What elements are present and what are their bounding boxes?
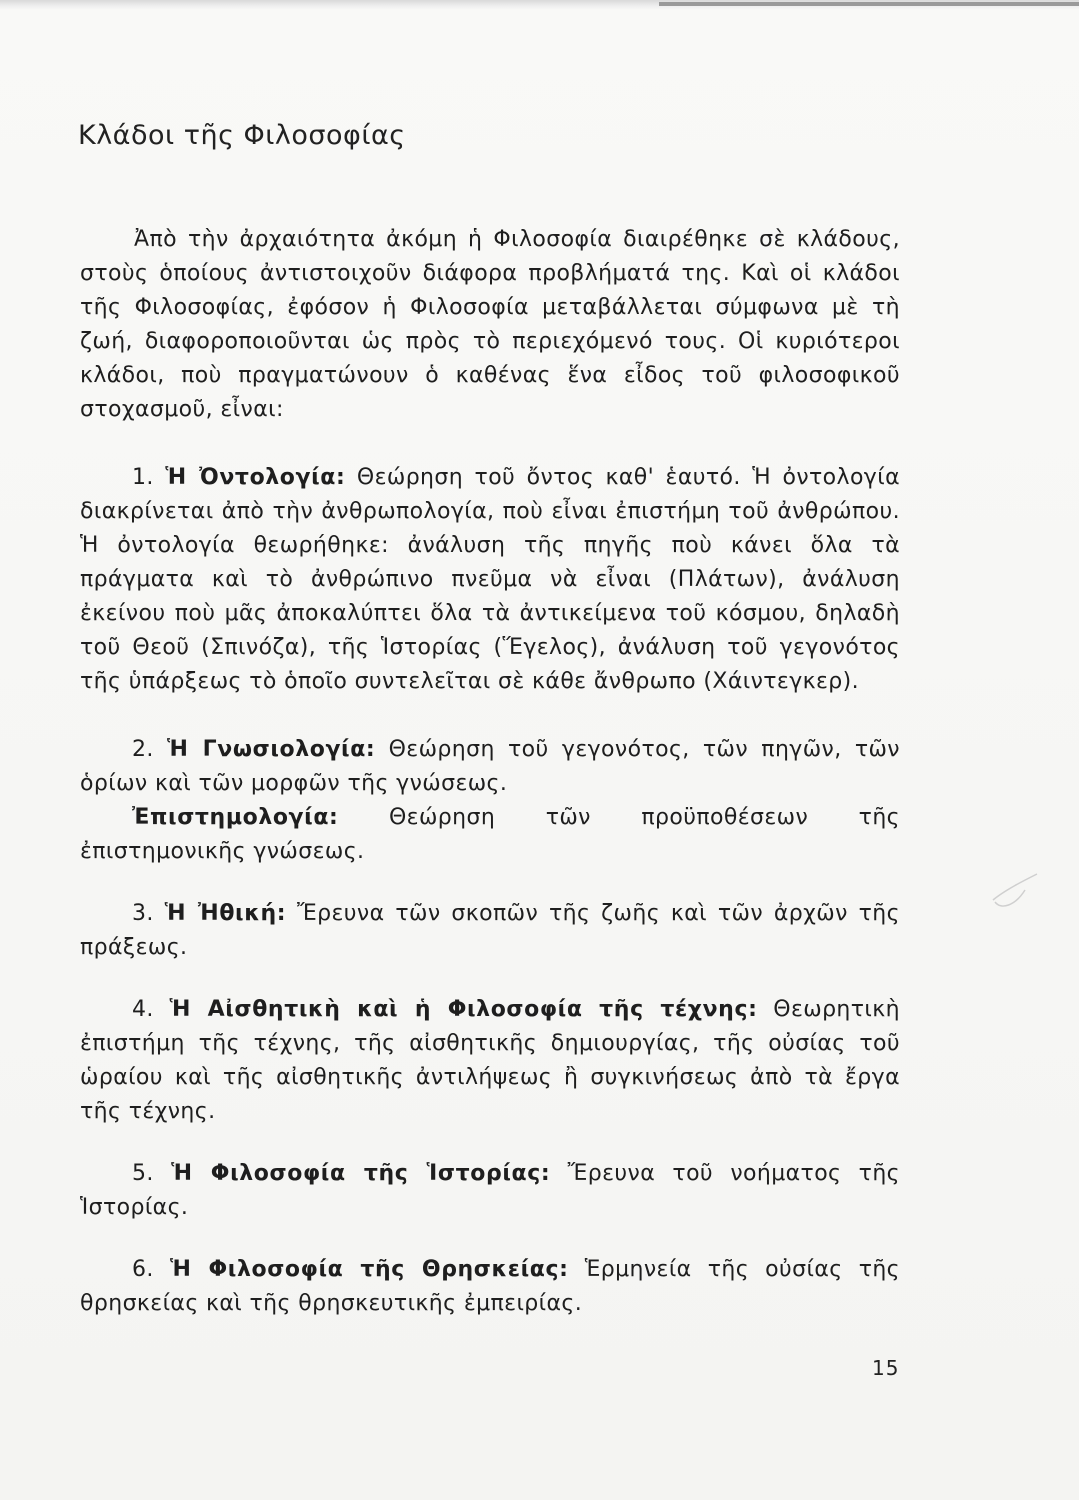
item-term: Ἡ Αἰσθητικὴ καὶ ἡ Φιλοσοφία τῆς τέχνης:: [169, 997, 758, 1022]
item-text: Ἔρευνα τοῦ νοήματος τῆς Ἱστορίας.: [80, 1161, 900, 1220]
item-number: 1.: [132, 465, 154, 490]
item-number: 6.: [132, 1257, 154, 1282]
page-title: Κλάδοι τῆς Φιλοσοφίας: [78, 120, 406, 151]
intro-paragraph: Ἀπὸ τὴν ἀρχαιότητα ἀκόμη ἡ Φιλοσοφία διαιρέθηκε σὲ κλάδους, στοὺς ὁποίους ἀντιστοιχοῦν διάφορα προβλήματά της. Καὶ οἱ κλάδοι τῆς Φιλοσοφίας, ἐφόσον ἡ Φιλοσοφία μεταβάλλεται σύμφωνα μὲ τὴ ζωή, διαφοροποιοῦνται ὡς πρὸς τὸ περιεχόμενό τους. Οἱ κυριότεροι κλάδοι, ποὺ πραγματώνουν ὁ καθένας ἕνα εἶδος τοῦ φιλοσοφικοῦ στοχασμοῦ, εἶναι:: [80, 227, 900, 422]
list-item-epistemology: [80, 733, 900, 801]
item-number: 5.: [132, 1161, 154, 1186]
body-text: [80, 223, 900, 1321]
item-text: Θεώρηση τοῦ ὄντος καθ' ἑαυτό. Ἡ ὀντολογία διακρίνεται ἀπὸ τὴν ἀνθρωπολογία, ποὺ εἶναι ἐπιστήμη τοῦ ἀνθρώπου. Ἡ ὀντολογία θεωρήθηκε: ἀνάλυση τῆς πηγῆς ποὺ κάνει ὅλα τὰ πράγματα καὶ τὸ ἀνθρώπινο πνεῦμα νὰ εἶναι (Πλάτων), ἀνάλυση ἐκείνου ποὺ μᾶς ἀποκαλύπτει ὅλα τὰ ἀντικείμενα τοῦ κόσμου, δηλαδὴ τοῦ Θεοῦ (Σπινόζα), τῆς Ἱστορίας (Ἕγελος), ἀνάλυση τοῦ γεγονότος τῆς ὑπάρξεως τὸ ὁποῖο συντελεῖται σὲ κάθε ἄνθρωπο (Χάιντεγκερ).: [80, 465, 900, 694]
list-item-ethics: [80, 897, 900, 965]
top-edge-line: [659, 2, 1079, 6]
item-text: Θεώρηση τῶν προϋποθέσεων τῆς ἐπιστημονικῆς γνώσεως.: [80, 805, 900, 864]
item-term: Ἡ Ὀντολογία:: [165, 465, 346, 490]
item-number: 2.: [132, 737, 154, 762]
pencil-mark-icon: [985, 860, 1045, 920]
list-item-philosophy-of-science: [80, 801, 900, 869]
item-number: 4.: [132, 997, 154, 1022]
item-number: 3.: [132, 901, 154, 926]
item-term: Ἐπιστημολογία:: [132, 805, 339, 830]
item-term: Ἡ Φιλοσοφία τῆς Ἱστορίας:: [171, 1161, 551, 1186]
item-term: Ἡ Ἠθική:: [164, 901, 287, 926]
item-text: Ἔρευνα τῶν σκοπῶν τῆς ζωῆς καὶ τῶν ἀρχῶν τῆς πράξεως.: [80, 901, 900, 960]
list-item-aesthetics: [80, 993, 900, 1129]
item-text: Θεώρηση τοῦ γεγονότος, τῶν πηγῶν, τῶν ὁρίων καὶ τῶν μορφῶν τῆς γνώσεως.: [80, 737, 900, 796]
item-term: Ἡ Φιλοσοφία τῆς Θρησκείας:: [169, 1257, 569, 1282]
page-number: 15: [872, 1356, 900, 1380]
item-text: Ἑρμηνεία τῆς οὐσίας τῆς θρησκείας καὶ τῆς θρησκευτικῆς ἐμπειρίας.: [80, 1257, 900, 1316]
list-item-ontology: [80, 461, 900, 699]
item-term: Ἡ Γνωσιολογία:: [167, 737, 376, 762]
list-item-philosophy-of-history: [80, 1157, 900, 1225]
list-item-philosophy-of-religion: [80, 1253, 900, 1321]
item-text: Θεωρητικὴ ἐπιστήμη τῆς τέχνης, τῆς αἰσθητικῆς δημιουργίας, τῆς οὐσίας τοῦ ὡραίου καὶ τῆς αἰσθητικῆς ἀντιλήψεως ἢ συγκινήσεως ἀπὸ τὰ ἔργα τῆς τέχνης.: [80, 997, 900, 1124]
